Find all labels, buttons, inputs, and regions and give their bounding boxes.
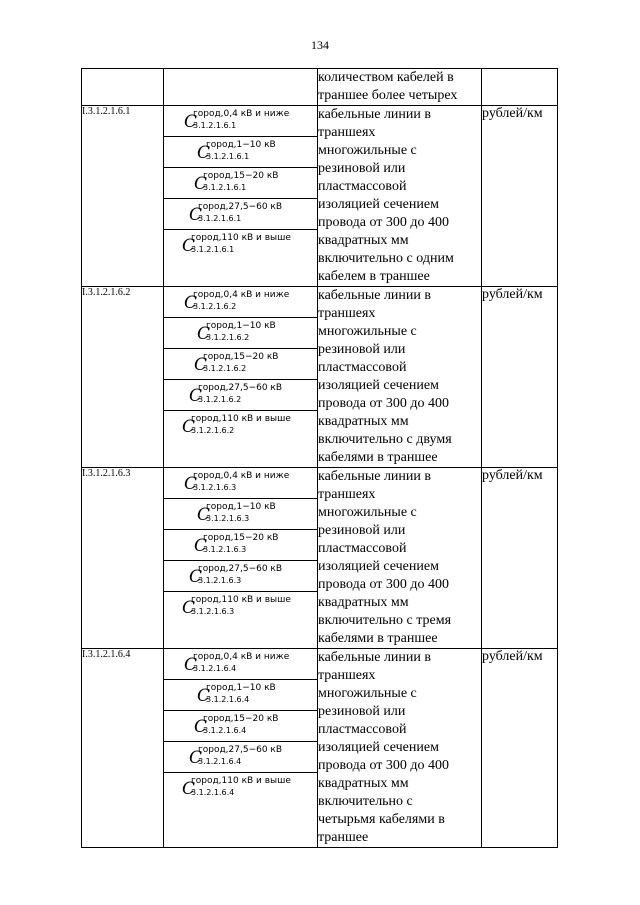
formula-subscript: 3.1.2.1.6.3 bbox=[193, 483, 237, 492]
cost-symbol: C bbox=[184, 474, 198, 494]
description-cell bbox=[318, 468, 482, 649]
description-line: траншеях bbox=[318, 306, 376, 321]
formula-symbol bbox=[164, 499, 317, 530]
formula-symbol bbox=[164, 411, 317, 441]
description-line: квадратных мм bbox=[318, 414, 409, 429]
formula-subscript: 3.1.2.1.6.2 bbox=[193, 302, 237, 311]
item-code: I.3.1.2.1.6.3 bbox=[82, 468, 164, 649]
formula-subscript: 3.1.2.1.6.1 bbox=[198, 214, 242, 223]
formula-symbol bbox=[164, 106, 317, 137]
formula-symbol bbox=[164, 530, 317, 561]
description-line: изоляцией сечением bbox=[318, 740, 439, 755]
formula-symbol bbox=[164, 230, 317, 260]
formula-symbol bbox=[164, 711, 317, 742]
formula-symbol bbox=[164, 318, 317, 349]
page-number: 134 bbox=[311, 38, 329, 52]
description-line: пластмассовой bbox=[318, 541, 407, 556]
formula-superscript: город,0,4 кВ и ниже bbox=[193, 652, 290, 662]
unit-cell: рублей/км bbox=[482, 649, 558, 848]
description-line: включительно с тремя bbox=[318, 613, 452, 628]
formula-superscript: город,27,5−60 кВ bbox=[198, 745, 283, 755]
formula-superscript: город,15−20 кВ bbox=[203, 171, 279, 181]
cost-symbol: C bbox=[197, 505, 211, 525]
formula-superscript: город,27,5−60 кВ bbox=[198, 383, 283, 393]
description-line: резиновой или bbox=[318, 523, 406, 538]
item-code: I.3.1.2.1.6.4 bbox=[82, 649, 164, 848]
formula-subscript: 3.1.2.1.6.1 bbox=[203, 183, 247, 192]
description-line: изоляцией сечением bbox=[318, 197, 439, 212]
cost-symbol: C bbox=[182, 779, 196, 799]
description-line: квадратных мм bbox=[318, 233, 409, 248]
description-line: кабельные линии в bbox=[318, 288, 432, 303]
description-cell bbox=[318, 649, 482, 848]
description-line: пластмассовой bbox=[318, 360, 407, 375]
formula-cell bbox=[164, 468, 318, 649]
description-line: провода от 300 до 400 bbox=[318, 758, 449, 773]
unit-cell: рублей/км bbox=[482, 468, 558, 649]
description-line: кабелями в траншее bbox=[318, 631, 438, 646]
formula-superscript: город,27,5−60 кВ bbox=[198, 202, 283, 212]
formula-subscript: 3.1.2.1.6.2 bbox=[191, 426, 235, 435]
formula-symbol bbox=[164, 773, 317, 803]
cost-symbol: C bbox=[184, 112, 198, 132]
description-cell bbox=[318, 287, 482, 468]
description-line: кабельные линии в bbox=[318, 650, 432, 665]
description-line: траншеях bbox=[318, 668, 376, 683]
unit-cell: рублей/км bbox=[482, 106, 558, 287]
description-line: провода от 300 до 400 bbox=[318, 396, 449, 411]
description-line: резиновой или bbox=[318, 161, 406, 176]
description-line: включительно с двумя bbox=[318, 432, 452, 447]
unit-cell bbox=[482, 69, 558, 106]
formula-superscript: город,1−10 кВ bbox=[206, 140, 276, 150]
description-line: многожильные с bbox=[318, 324, 417, 339]
formula-symbol bbox=[164, 287, 317, 318]
description-line: траншее более четырех bbox=[318, 88, 458, 103]
description-line: многожильные с bbox=[318, 505, 417, 520]
cost-symbol: C bbox=[184, 293, 198, 313]
formula-symbol bbox=[164, 592, 317, 622]
cost-symbol: C bbox=[189, 386, 203, 406]
formula-subscript: 3.1.2.1.6.2 bbox=[206, 333, 250, 342]
formula-subscript: 3.1.2.1.6.3 bbox=[198, 576, 242, 585]
formula-cell bbox=[164, 106, 318, 287]
formula-superscript: город,0,4 кВ и ниже bbox=[193, 290, 290, 300]
formula-superscript: город,0,4 кВ и ниже bbox=[193, 109, 290, 119]
description-line: включительно с одним bbox=[318, 251, 454, 266]
item-code: I.3.1.2.1.6.2 bbox=[82, 287, 164, 468]
item-code: I.3.1.2.1.6.1 bbox=[82, 106, 164, 287]
description-line: кабелями в траншее bbox=[318, 450, 438, 465]
formula-superscript: город,110 кВ и выше bbox=[191, 776, 291, 786]
formula-subscript: 3.1.2.1.6.1 bbox=[193, 121, 237, 130]
cost-symbol: C bbox=[189, 748, 203, 768]
formula-symbol bbox=[164, 380, 317, 411]
formula-superscript: город,110 кВ и выше bbox=[191, 595, 291, 605]
formula-superscript: город,1−10 кВ bbox=[206, 683, 276, 693]
description-line: изоляцией сечением bbox=[318, 378, 439, 393]
formula-symbol bbox=[164, 561, 317, 592]
unit-cell: рублей/км bbox=[482, 287, 558, 468]
description-line: резиновой или bbox=[318, 342, 406, 357]
formula-cell bbox=[164, 69, 318, 106]
table-row bbox=[82, 106, 558, 287]
formula-superscript: город,0,4 кВ и ниже bbox=[193, 471, 290, 481]
description-cell bbox=[318, 106, 482, 287]
formula-subscript: 3.1.2.1.6.4 bbox=[206, 695, 250, 704]
description-line: включительно с bbox=[318, 794, 413, 809]
description-line: траншеях bbox=[318, 125, 376, 140]
cost-symbol: C bbox=[197, 686, 211, 706]
cost-symbol: C bbox=[182, 236, 196, 256]
cost-symbol: C bbox=[184, 655, 198, 675]
description-line: четырьмя кабелями в bbox=[318, 812, 445, 827]
formula-symbol bbox=[164, 680, 317, 711]
description-line: количеством кабелей в bbox=[318, 70, 454, 85]
formula-superscript: город,110 кВ и выше bbox=[191, 233, 291, 243]
formula-superscript: город,15−20 кВ bbox=[203, 714, 279, 724]
cost-symbol: C bbox=[194, 536, 208, 556]
formula-superscript: город,15−20 кВ bbox=[203, 533, 279, 543]
formula-symbol bbox=[164, 742, 317, 773]
description-line: кабелем в траншее bbox=[318, 269, 430, 284]
formula-superscript: город,27,5−60 кВ bbox=[198, 564, 283, 574]
cost-symbol: C bbox=[189, 567, 203, 587]
formula-symbol bbox=[164, 649, 317, 680]
description-line: кабельные линии в bbox=[318, 107, 432, 122]
formula-cell bbox=[164, 287, 318, 468]
cost-symbol: C bbox=[182, 598, 196, 618]
formula-subscript: 3.1.2.1.6.3 bbox=[203, 545, 247, 554]
description-line: многожильные с bbox=[318, 686, 417, 701]
formula-subscript: 3.1.2.1.6.2 bbox=[203, 364, 247, 373]
formula-symbol bbox=[164, 349, 317, 380]
cost-symbol: C bbox=[194, 717, 208, 737]
cost-symbol: C bbox=[197, 324, 211, 344]
formula-symbol bbox=[164, 168, 317, 199]
description-line: резиновой или bbox=[318, 704, 406, 719]
cost-symbol: C bbox=[194, 355, 208, 375]
cost-symbol: C bbox=[194, 174, 208, 194]
description-line: квадратных мм bbox=[318, 776, 409, 791]
description-line: провода от 300 до 400 bbox=[318, 577, 449, 592]
description-line: изоляцией сечением bbox=[318, 559, 439, 574]
formula-superscript: город,110 кВ и выше bbox=[191, 414, 291, 424]
description-cell bbox=[318, 69, 482, 106]
formula-symbol bbox=[164, 468, 317, 499]
table-row bbox=[82, 649, 558, 848]
cost-symbol: C bbox=[189, 205, 203, 225]
formula-symbol bbox=[164, 199, 317, 230]
description-line: траншее bbox=[318, 830, 369, 845]
formula-superscript: город,1−10 кВ bbox=[206, 321, 276, 331]
description-line: квадратных мм bbox=[318, 595, 409, 610]
formula-subscript: 3.1.2.1.6.3 bbox=[191, 607, 235, 616]
cost-symbol: C bbox=[197, 143, 211, 163]
table-row bbox=[82, 468, 558, 649]
formula-subscript: 3.1.2.1.6.4 bbox=[203, 726, 247, 735]
formula-subscript: 3.1.2.1.6.4 bbox=[191, 788, 235, 797]
continuation-row bbox=[82, 69, 558, 106]
table-row bbox=[82, 287, 558, 468]
formula-superscript: город,1−10 кВ bbox=[206, 502, 276, 512]
description-line: кабельные линии в bbox=[318, 469, 432, 484]
description-line: провода от 300 до 400 bbox=[318, 215, 449, 230]
description-line: многожильные с bbox=[318, 143, 417, 158]
formula-subscript: 3.1.2.1.6.3 bbox=[206, 514, 250, 523]
formula-cell bbox=[164, 649, 318, 848]
description-line: пластмассовой bbox=[318, 722, 407, 737]
tariff-table bbox=[81, 68, 558, 848]
formula-subscript: 3.1.2.1.6.1 bbox=[191, 245, 235, 254]
code-cell bbox=[82, 69, 164, 106]
formula-subscript: 3.1.2.1.6.1 bbox=[206, 152, 250, 161]
description-line: пластмассовой bbox=[318, 179, 407, 194]
formula-subscript: 3.1.2.1.6.4 bbox=[193, 664, 237, 673]
formula-subscript: 3.1.2.1.6.2 bbox=[198, 395, 242, 404]
formula-symbol bbox=[164, 137, 317, 168]
cost-symbol: C bbox=[182, 417, 196, 437]
description-line: траншеях bbox=[318, 487, 376, 502]
formula-subscript: 3.1.2.1.6.4 bbox=[198, 757, 242, 766]
formula-superscript: город,15−20 кВ bbox=[203, 352, 279, 362]
